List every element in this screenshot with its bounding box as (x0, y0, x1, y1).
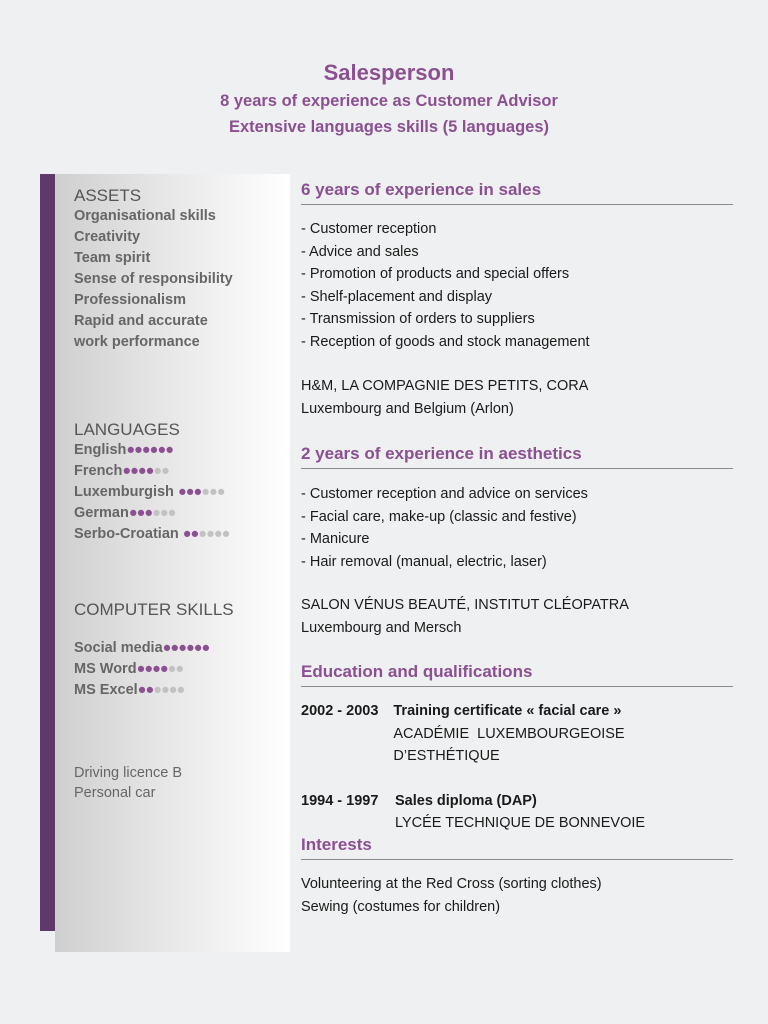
level-dot-empty: ● (159, 505, 168, 521)
level-dot-filled: ● (185, 640, 194, 656)
skill-name: MS Excel (74, 682, 138, 698)
level-dot-empty: ● (176, 682, 185, 698)
level-dot-filled: ● (122, 463, 131, 479)
language-level-dots (122, 463, 169, 479)
duty-item: - Customer reception (301, 221, 437, 237)
assets-heading: ASSETS (74, 186, 142, 205)
sidebar-accent-bar (40, 174, 55, 931)
driving-licence: Driving licence B (74, 765, 182, 781)
asset-item: Sense of responsibility (74, 271, 233, 287)
languages-heading: LANGUAGES (74, 420, 180, 439)
level-dot-filled: ● (185, 484, 194, 500)
level-dot-filled: ● (141, 442, 150, 458)
level-dot-empty: ● (175, 661, 184, 677)
language-level-dots (183, 526, 230, 542)
level-dot-empty: ● (153, 463, 162, 479)
interests-section (301, 835, 733, 918)
job-title: Salesperson (323, 60, 455, 85)
level-dot-filled: ● (152, 661, 160, 677)
level-dot-filled: ● (178, 640, 186, 656)
language-luxemburgish (74, 482, 229, 503)
level-dot-filled: ● (144, 661, 153, 677)
aesthetics-employers: SALON VÉNUS BEAUTÉ, INSTITUT CLÉOPATRA (301, 597, 629, 613)
language-level-dots (129, 505, 176, 521)
level-dot-filled: ● (136, 661, 145, 677)
level-dot-empty: ● (152, 505, 160, 521)
aesthetics-heading: 2 years of experience in aesthetics (301, 444, 733, 469)
education-years: 1994 - 1997 (301, 792, 379, 809)
duty-item: - Reception of goods and stock management (301, 333, 590, 350)
level-dot-filled: ● (149, 442, 158, 458)
computer-skills-section (74, 600, 234, 701)
education-title: Sales diploma (DAP) (395, 792, 537, 809)
skill-name: Social media (74, 640, 163, 656)
personal-car: Personal car (74, 785, 156, 801)
level-dot-filled: ● (193, 484, 202, 500)
asset-item: Creativity (74, 229, 141, 245)
education-school: ACADÉMIE LUXEMBOURGEOISE D’ESTHÉTIQUE (393, 725, 625, 764)
sales-employers: H&M, LA COMPAGNIE DES PETITS, CORA (301, 378, 589, 394)
level-dot-filled: ● (190, 526, 199, 542)
level-dot-filled: ● (128, 505, 137, 521)
duty-item: - Customer reception and advice on services (301, 486, 588, 502)
level-dot-filled: ● (157, 442, 166, 458)
level-dot-empty: ● (167, 505, 176, 521)
level-dot-filled: ● (144, 505, 153, 521)
sales-section (301, 180, 733, 420)
level-dot-filled: ● (130, 463, 138, 479)
level-dot-filled: ● (159, 661, 168, 677)
language-english (74, 440, 229, 461)
education-years: 2002 - 2003 (301, 703, 379, 719)
level-dot-filled: ● (134, 442, 142, 458)
language-name: English (74, 442, 127, 458)
language-name: German (74, 505, 129, 521)
level-dot-empty: ● (209, 484, 217, 500)
level-dot-filled: ● (170, 640, 179, 656)
education-title: Training certificate « facial care » (393, 703, 622, 719)
level-dot-filled: ● (165, 442, 173, 458)
level-dot-filled: ● (162, 640, 171, 656)
skill-level-dots (163, 640, 210, 656)
duty-item: - Manicure (301, 531, 370, 547)
skill-ms-excel (74, 680, 234, 701)
level-dot-empty: ● (160, 682, 169, 698)
language-name: French (74, 463, 123, 479)
level-dot-filled: ● (137, 682, 146, 698)
aesthetics-section (301, 444, 733, 639)
duty-item: - Hair removal (manual, electric, laser) (301, 553, 547, 570)
language-french (74, 461, 229, 482)
skill-level-dots (138, 682, 185, 698)
level-dot-filled: ● (126, 442, 135, 458)
level-dot-filled: ● (201, 640, 210, 656)
sales-duties (301, 218, 733, 353)
interests-heading: Interests (301, 835, 733, 860)
asset-item: Team spirit (74, 250, 151, 266)
aesthetics-duties (301, 483, 733, 573)
assets-list (74, 206, 233, 353)
duty-item: - Promotion of products and special offers (301, 266, 570, 282)
level-dot-empty: ● (216, 484, 225, 500)
education-section (301, 662, 733, 835)
duty-item: - Advice and sales (301, 243, 419, 260)
duty-item: - Transmission of orders to suppliers (301, 311, 535, 327)
level-dot-empty: ● (201, 484, 209, 500)
aesthetics-location: Luxembourg and Mersch (301, 619, 462, 636)
duty-item: - Facial care, make-up (classic and festive) (301, 508, 577, 525)
level-dot-filled: ● (137, 463, 146, 479)
level-dot-empty: ● (168, 682, 177, 698)
level-dot-filled: ● (145, 682, 154, 698)
level-dot-empty: ● (221, 526, 230, 542)
level-dot-empty: ● (213, 526, 222, 542)
level-dot-empty: ● (206, 526, 214, 542)
skill-social-media (74, 638, 234, 659)
subtitle-experience: 8 years of experience as Customer Advisor (220, 92, 558, 110)
asset-item: Organisational skills (74, 208, 216, 224)
assets-section (74, 186, 233, 353)
asset-item: Rapid and accurate (74, 313, 208, 329)
sales-heading: 6 years of experience in sales (301, 180, 733, 205)
education-school: LYCÉE TECHNIQUE DE BONNEVOIE (395, 815, 646, 831)
education-entry (301, 700, 733, 768)
language-level-dots (178, 484, 225, 500)
level-dot-filled: ● (136, 505, 145, 521)
duty-item: - Shelf-placement and display (301, 288, 493, 305)
language-level-dots (126, 442, 173, 458)
subtitle-languages: Extensive languages skills (5 languages) (228, 118, 550, 136)
level-dot-empty: ● (153, 682, 161, 698)
computer-skills-heading: COMPUTER SKILLS (74, 600, 234, 619)
language-name: Luxemburgish (74, 484, 178, 500)
level-dot-filled: ● (177, 484, 186, 500)
education-heading: Education and qualifications (301, 662, 733, 687)
interest-item: Volunteering at the Red Cross (sorting clothes) (301, 876, 602, 892)
interest-item: Sewing (costumes for children) (301, 898, 501, 915)
languages-section (74, 420, 229, 545)
extra-section (74, 763, 182, 803)
education-entry (301, 790, 733, 835)
skill-name: MS Word (74, 661, 137, 677)
cv-header (0, 58, 768, 140)
asset-item: Professionalism (74, 292, 187, 308)
level-dot-empty: ● (167, 661, 176, 677)
level-dot-filled: ● (193, 640, 202, 656)
level-dot-filled: ● (145, 463, 154, 479)
language-german (74, 503, 229, 524)
language-name: Serbo-Croatian (74, 526, 183, 542)
level-dot-filled: ● (182, 526, 191, 542)
sales-location: Luxembourg and Belgium (Arlon) (301, 400, 514, 417)
level-dot-empty: ● (198, 526, 207, 542)
skill-ms-word (74, 659, 234, 680)
level-dot-empty: ● (161, 463, 169, 479)
skill-level-dots (137, 661, 184, 677)
language-serbo-croatian (74, 524, 229, 545)
asset-item: work performance (74, 334, 200, 350)
